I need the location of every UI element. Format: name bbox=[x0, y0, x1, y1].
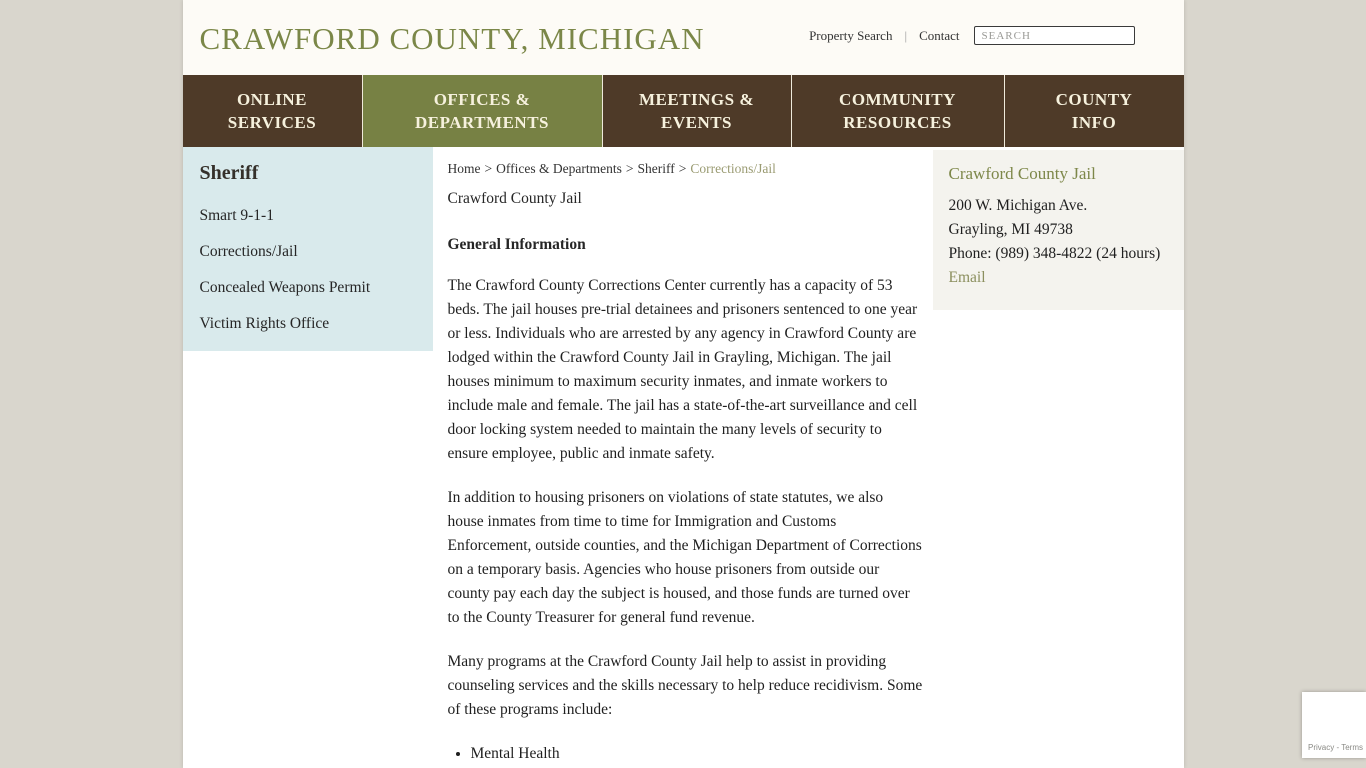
breadcrumb-home[interactable]: Home bbox=[447, 161, 481, 176]
nav-tab-label: MEETINGS & bbox=[638, 89, 755, 109]
contact-email-link[interactable]: Email bbox=[948, 269, 986, 286]
sidebar-item-concealed-weapons-permit[interactable]: Concealed Weapons Permit bbox=[199, 279, 371, 296]
nav-tab-label: INFO bbox=[1071, 113, 1117, 132]
list-item-mental-health: • Mental Health bbox=[471, 742, 923, 766]
breadcrumb-current-corrections-jail: Corrections/Jail bbox=[690, 161, 776, 176]
sidebar-title-sheriff[interactable]: Sheriff bbox=[199, 162, 259, 184]
nav-tab-county-info[interactable] bbox=[1004, 75, 1184, 147]
breadcrumb bbox=[448, 161, 923, 177]
breadcrumb-offices-departments[interactable]: Offices & Departments bbox=[496, 161, 622, 176]
nav-tab-label: DEPARTMENTS bbox=[415, 113, 549, 132]
header-utility-bar bbox=[809, 26, 1134, 45]
breadcrumb-separator: > bbox=[625, 161, 634, 176]
nav-tab-online-services[interactable] bbox=[183, 75, 362, 147]
header-link-separator: | bbox=[904, 27, 908, 43]
paragraph-programs: Many programs at the Crawford County Jail help to assist in providing counseling services and the skills necessary to help reduce recidivism. Some of these programs include: bbox=[447, 653, 923, 718]
breadcrumb-separator: > bbox=[678, 161, 687, 176]
nav-tab-label: OFFICES & bbox=[433, 89, 531, 109]
search-input[interactable] bbox=[974, 26, 1135, 45]
sidebar-item-victim-rights-office[interactable]: Victim Rights Office bbox=[199, 315, 330, 332]
contact-box-title: Crawford County Jail bbox=[948, 164, 1096, 183]
page-container bbox=[183, 0, 1184, 768]
site-title[interactable]: CRAWFORD COUNTY, MICHIGAN bbox=[199, 21, 705, 56]
contact-address-line1: 200 W. Michigan Ave. bbox=[948, 197, 1088, 214]
content-area bbox=[183, 147, 1184, 768]
site-header bbox=[183, 0, 1184, 75]
nav-tab-label: COMMUNITY bbox=[839, 89, 956, 109]
property-search-link[interactable]: Property Search bbox=[809, 27, 893, 43]
nav-tab-label: SERVICES bbox=[227, 113, 317, 132]
recaptcha-badge bbox=[1302, 692, 1366, 758]
sidebar-item-corrections-jail[interactable]: Corrections/Jail bbox=[199, 243, 298, 260]
main-column bbox=[448, 147, 923, 766]
programs-list bbox=[448, 742, 923, 766]
section-sidebar bbox=[183, 147, 433, 351]
nav-tab-label: RESOURCES bbox=[843, 113, 952, 132]
recaptcha-links-separator: - bbox=[1334, 743, 1342, 752]
main-navigation bbox=[183, 75, 1184, 147]
breadcrumb-sheriff[interactable]: Sheriff bbox=[637, 161, 675, 176]
breadcrumb-separator: > bbox=[484, 161, 493, 176]
nav-tab-label: ONLINE bbox=[236, 89, 308, 109]
section-heading-general-information: General Information bbox=[447, 236, 586, 253]
recaptcha-privacy-link[interactable]: Privacy bbox=[1308, 743, 1335, 752]
contact-info-box bbox=[933, 150, 1184, 310]
page-title: Crawford County Jail bbox=[447, 190, 582, 207]
nav-tab-meetings-events[interactable] bbox=[602, 75, 791, 147]
recaptcha-terms-link[interactable]: Terms bbox=[1341, 743, 1363, 752]
contact-phone: Phone: (989) 348-4822 (24 hours) bbox=[948, 245, 1161, 262]
nav-tab-label: EVENTS bbox=[660, 113, 733, 132]
paragraph-housing: In addition to housing prisoners on violations of state statutes, we also house inmates from time to time for Immigration and Customs Enforcement, outside counties, and the Michigan Department of Corrections on a temporary basis. Agencies who house prisoners from outside our county pay each day the subject is housed, and those funds are turned over to the County Treasurer for general fund revenue. bbox=[447, 489, 922, 626]
contact-link[interactable]: Contact bbox=[919, 27, 960, 43]
contact-address-line2: Grayling, MI 49738 bbox=[948, 221, 1073, 238]
sidebar-item-smart-911[interactable]: Smart 9-1-1 bbox=[199, 207, 274, 224]
paragraph-capacity: The Crawford County Corrections Center currently has a capacity of 53 beds. The jail houses pre-trial detainees and prisoners sentenced to one year or less. Individuals who are arrested by any agency in Crawford County are lodged within the Crawford County Jail in Grayling, Michigan. The jail houses minimum to maximum security inmates, and inmate workers to include male and female. The jail has a state-of-the-art surveillance and cell door locking system needed to maintain the many levels of security to ensure employee, public and inmate safety. bbox=[447, 277, 918, 462]
recaptcha-links bbox=[1308, 743, 1363, 752]
nav-tab-offices-departments[interactable] bbox=[362, 75, 602, 147]
nav-tab-label: COUNTY bbox=[1055, 89, 1133, 109]
nav-tab-community-resources[interactable] bbox=[791, 75, 1004, 147]
